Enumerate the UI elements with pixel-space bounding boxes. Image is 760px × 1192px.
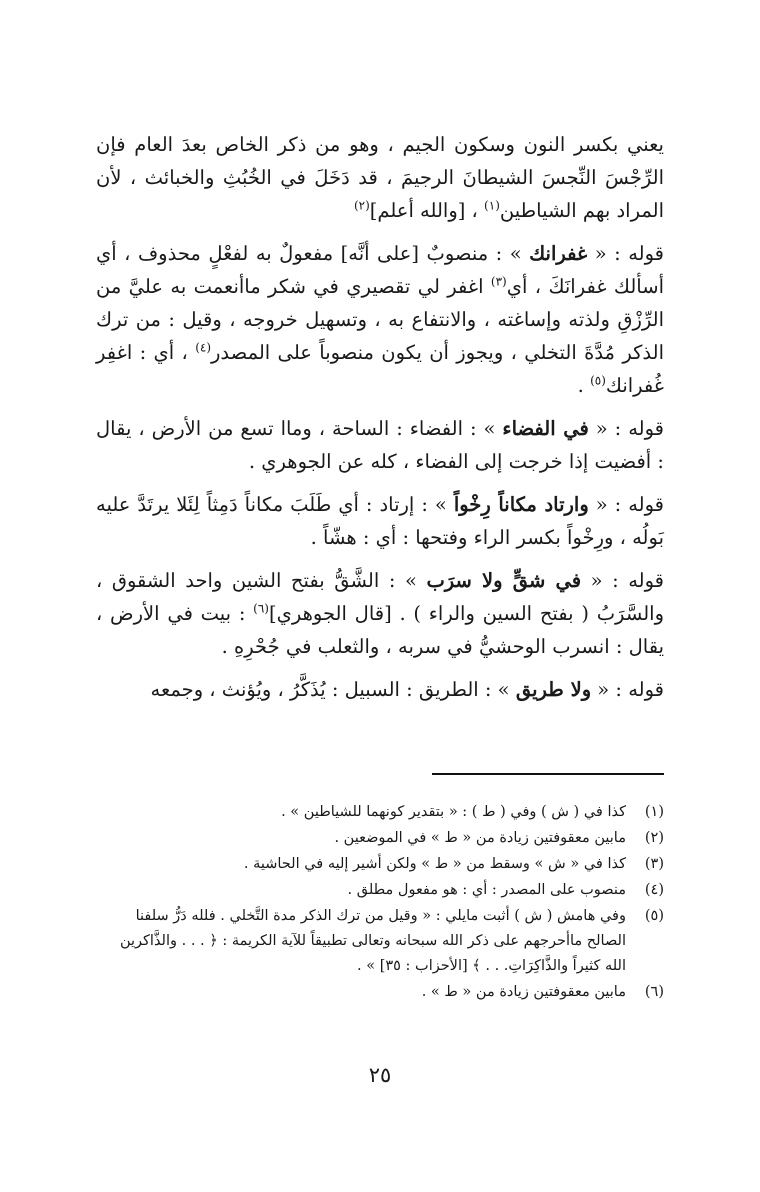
paragraph-p5 <box>96 564 664 663</box>
footnote-text: كذا في « ش » وسقط من « ط » ولكن أشير إليه في الحاشية . <box>243 856 626 872</box>
footnote-item <box>96 826 664 851</box>
text-run: » : إرتاد : أي طَلَبَ مكاناً دَمِثاً لِئَلا يرتَدَّ عليه بَولُه ، ورِخْواً بكسر الراء وفتحها : أي : هشّاً . <box>96 493 664 549</box>
footnote-marker: (٣) <box>490 274 507 289</box>
footnote-number: (٣) <box>644 856 664 872</box>
footnote-marker: (٢) <box>353 198 370 213</box>
text-run: قوله : « <box>591 678 664 701</box>
text-run: : بيت في الأرض ، يقال : انسرب الوحشيُّ في سربه ، والثعلب في جُحْرِهِ . <box>96 602 664 658</box>
text-run: » : الفضاء : الساحة ، وماا تسع من الأرض ، يقال : أفضيت إذا خرجت إلى الفضاء ، كله عن الجوهري . <box>96 417 664 473</box>
footnote-text: مابين معقوفتين زيادة من « ط » . <box>421 984 626 1000</box>
footnote-number: (١) <box>644 804 664 820</box>
footnote-text: كذا في ( ش ) وفي ( ط ) : « بتقدير كونهما للشياطين » . <box>281 804 626 820</box>
text-run: » : الطريق : السبيل : يُذَكَّرُ ، ويُؤنث ، وجمعه <box>150 678 516 701</box>
footnotes <box>96 800 664 1006</box>
footnote-text: مابين معقوفتين زيادة من « ط » في الموضعين . <box>334 830 626 846</box>
quoted-term: غفرانك <box>529 242 588 265</box>
footnote-item <box>96 904 664 979</box>
paragraph-p1 <box>96 128 664 227</box>
quoted-term: في الفضاء <box>502 417 589 440</box>
footnote-marker: (٦) <box>253 601 269 616</box>
text-run: ، أي : اغفِر غُفرانك <box>96 341 664 397</box>
text-run: قوله : « <box>587 242 664 265</box>
footnote-item <box>96 980 664 1005</box>
quoted-term: وارتاد مكاناً رِخْواً <box>453 493 589 516</box>
footnote-item <box>96 800 664 825</box>
page-number: ٢٥ <box>368 1063 392 1087</box>
text-run: قوله : « <box>581 569 664 592</box>
footnote-number: (٥) <box>644 908 664 924</box>
text-run: . <box>577 374 591 397</box>
text-run: اغفر لي تقصيري في شكر ماأنعمت به عليَّ من الرِّزْقِ ولذته وإساغته ، والانتفاع به ، وتسهيل خروجه ، وقيل : من ترك الذكر مُدَّةَ التخلي ، ويجوز أن يكون منصوباً على المصدر <box>96 275 664 364</box>
text-run: قوله : « <box>588 493 665 516</box>
quoted-term: في شقٍّ ولا سرَب <box>426 569 582 592</box>
paragraph-p6 <box>96 673 664 706</box>
quoted-term: ولا طريق <box>515 678 592 701</box>
text-run: » : الشَّقُّ بفتح الشين واحد الشقوق ، والسَّرَبُ ( بفتح السين والراء ) . [قال الجوهري] <box>96 569 664 625</box>
footnote-text: منصوب على المصدر : أي : هو مفعول مطلق . <box>347 882 626 898</box>
footnote-marker: (٥) <box>590 373 606 388</box>
footnote-marker: (١) <box>484 198 500 213</box>
paragraph-p3 <box>96 412 664 478</box>
text-run: ، [والله أعلم] <box>369 199 485 222</box>
text-run: قوله : « <box>588 417 665 440</box>
text-run: » : منصوبٌ [على أنَّه] مفعولٌ به لفعْلٍ محذوف ، أي أسألك غفرانَكَ ، أي <box>96 242 664 298</box>
footnote-number: (٢) <box>644 830 664 846</box>
footnote-text: وفي هامش ( ش ) أثبت مايلي : « وقيل من ترك الذكر مدة التَّخلي . فلله دَرُّ سلفنا الصالح ماأحرجهم على ذكر الله سبحانه وتعالى تطبيقاً للآية الكريمة : ﴿ . . . والذَّاكرين الله كثيراً والذَّاكِرَاتِ. . . ﴾ [الأحزاب : ٣٥] » . <box>119 908 626 974</box>
paragraph-p4 <box>96 488 664 554</box>
text-run: يعني بكسر النون وسكون الجيم ، وهو من ذكر الخاص بعدَ العام فإن الرِّجْسَ النِّجسَ الشيطانَ الرجيمَ ، قد دَخَلَ في الخُبُثِ والخبائث ، لأن المراد بهم الشياطين <box>96 133 664 222</box>
footnote-marker: (٤) <box>195 340 212 355</box>
footnote-item <box>96 852 664 877</box>
footnote-number: (٦) <box>644 984 664 1000</box>
footnote-number: (٤) <box>644 882 664 898</box>
footnote-separator <box>432 773 664 775</box>
main-text <box>96 128 664 716</box>
paragraph-p2 <box>96 237 664 402</box>
footnote-item <box>96 878 664 903</box>
